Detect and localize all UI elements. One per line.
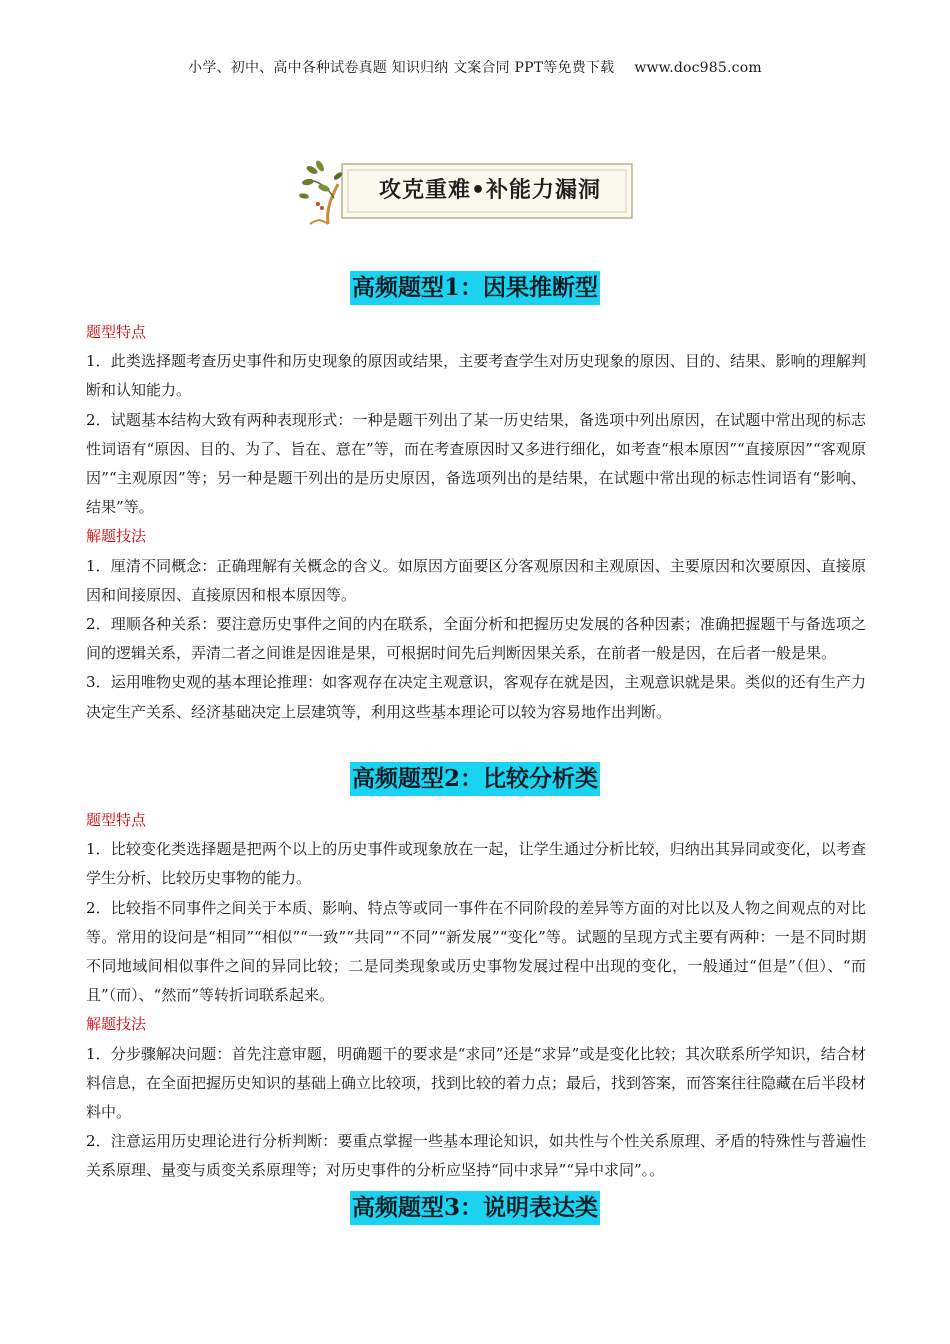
section-2-method-2: 2．注意运用历史理论进行分析判断：要重点掌握一些基本理论知识，如共性与个性关系原理、矛盾的特殊性与普遍性关系原理、量变与质变关系原理等；对历史事件的分析应坚持“同中求异”“异中求同”。。	[86, 1132, 866, 1180]
section-1-body	[86, 318, 866, 727]
section-1-heading-text: 高频题型1：因果推断型	[350, 271, 600, 305]
section-1-method-3: 3．运用唯物史观的基本理论推理：如客观存在决定主观意识，客观存在就是因，主观意识就是果。类似的还有生产力决定生产关系、经济基础决定上层建筑等，利用这些基本理论可以较为容易地作出判断。	[86, 673, 866, 721]
section-1-feature-2: 2．试题基本结构大致有两种表现形式：一种是题干列出了某一历史结果，备选项中列出原因，在试题中常出现的标志性词语有“原因、目的、为了、旨在、意在”等，而在考查原因时又多进行细化，如考查“根本原因”“直接原因”“客观原因”“主观原因”等；另一种是题干列出的是历史原因，备选项列出的是结果，在试题中常出现的标志性词语有“影响、结果”等。	[86, 410, 866, 517]
section-2-body	[86, 806, 866, 1186]
section-2-features-label: 题型特点	[86, 811, 147, 829]
section-2-feature-2: 2．比较指不同事件之间关于本质、影响、特点等或同一事件在不同阶段的差异等方面的对比以及人物之间观点的对比等。常用的设问是“相同”“相似”“一致”“共同”“不同”“新发展”“变化”等。试题的呈现方式主要有两种：一是不同时期不同地域间相似事件之间的异同比较；二是同类现象或历史事物发展过程中出现的变化，一般通过“但是”（但）、“而且”（而）、“然而”等转折词联系起来。	[86, 898, 866, 1005]
section-3-heading	[0, 1191, 950, 1225]
header-text: 小学、初中、高中各种试卷真题 知识归纳 文案合同 PPT等免费下载	[188, 60, 615, 76]
section-2-feature-1: 1．比较变化类选择题是把两个以上的历史事件或现象放在一起，让学生通过分析比较，归纳出其异同或变化，以考查学生分析、比较历史事物的能力。	[86, 840, 866, 888]
section-2-heading	[0, 762, 950, 796]
section-1-method-2: 2．理顺各种关系：要注意历史事件之间的内在联系，全面分析和把握历史发展的各种因素；准确把握题干与备选项之间的逻辑关系，弄清二者之间谁是因谁是果，可根据时间先后判断因果关系，在前者一般是因，在后者一般是果。	[86, 615, 866, 663]
section-banner	[298, 158, 636, 226]
section-3-heading-text: 高频题型3：说明表达类	[350, 1191, 600, 1225]
section-1-features-label: 题型特点	[86, 323, 147, 341]
section-1-feature-1: 1．此类选择题考查历史事件和历史现象的原因或结果，主要考查学生对历史现象的原因、目的、结果、影响的理解判断和认知能力。	[86, 352, 866, 400]
section-1-methods-label: 解题技法	[86, 527, 147, 546]
section-2-method-1: 1．分步骤解决问题：首先注意审题，明确题干的要求是“求同”还是“求异”或是变化比较；其次联系所学知识，结合材料信息，在全面把握历史知识的基础上确立比较项，找到比较的着力点；最后，找到答案，而答案往往隐藏在后半段材料中。	[86, 1044, 867, 1122]
section-2-heading-text: 高频题型2：比较分析类	[350, 762, 600, 796]
banner-title: 攻克重难•补能力漏洞	[378, 178, 602, 203]
page-header	[0, 57, 950, 77]
section-1-method-1: 1．厘清不同概念：正确理解有关概念的含义。如原因方面要区分客观原因和主观原因、主要原因和次要原因、直接原因和间接原因、直接原因和根本原因等。	[86, 556, 866, 604]
header-site: www.doc985.com	[634, 60, 762, 76]
ginseng-plant-icon	[299, 159, 344, 224]
section-2-methods-label: 解题技法	[86, 1015, 147, 1034]
section-1-heading	[0, 271, 950, 305]
